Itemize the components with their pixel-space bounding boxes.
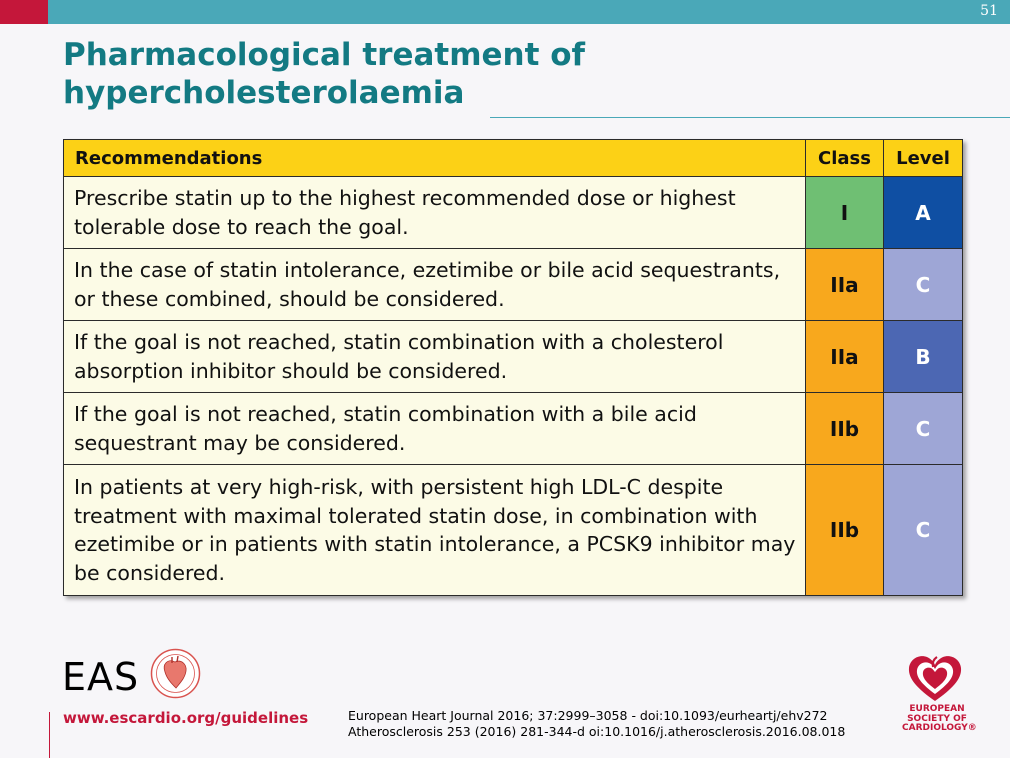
level-cell: C bbox=[884, 393, 963, 465]
class-cell: IIb bbox=[806, 393, 884, 465]
eas-heart-seal-icon bbox=[150, 648, 201, 699]
level-cell: B bbox=[884, 321, 963, 393]
eas-logo: EAS bbox=[62, 655, 140, 699]
level-cell: A bbox=[884, 177, 963, 249]
references bbox=[348, 708, 845, 740]
slide-title-line2: hypercholesterolaemia bbox=[63, 75, 465, 111]
table-row bbox=[64, 249, 963, 321]
slide-title bbox=[63, 36, 963, 112]
top-bar bbox=[0, 0, 1010, 24]
class-cell: IIb bbox=[806, 465, 884, 596]
recommendation-text: If the goal is not reached, statin combination with a bile acid sequestrant may be considered. bbox=[64, 393, 806, 465]
class-cell: IIa bbox=[806, 249, 884, 321]
reference-line: European Heart Journal 2016; 37:2999–3058 - doi:10.1093/eurheartj/ehv272 bbox=[348, 708, 828, 723]
slide-number: 51 bbox=[980, 3, 998, 19]
level-cell: C bbox=[884, 249, 963, 321]
class-cell: IIa bbox=[806, 321, 884, 393]
table-header-row bbox=[64, 140, 963, 177]
table-row bbox=[64, 321, 963, 393]
esc-logo-text bbox=[902, 704, 977, 734]
esc-logo-line: EUROPEAN bbox=[909, 704, 965, 714]
table-row bbox=[64, 465, 963, 596]
header-level: Level bbox=[884, 140, 963, 177]
recommendation-text: Prescribe statin up to the highest recommended dose or highest tolerable dose to reach the goal. bbox=[64, 177, 806, 249]
reference-line: Atherosclerosis 253 (2016) 281-344-d oi:10.1016/j.atherosclerosis.2016.08.018 bbox=[348, 724, 846, 739]
title-underline bbox=[490, 117, 1010, 118]
esc-heart-logo-icon bbox=[906, 653, 964, 703]
footer-left-rule bbox=[49, 712, 50, 758]
table-row bbox=[64, 177, 963, 249]
recommendations-table bbox=[63, 139, 963, 596]
guidelines-link[interactable]: www.escardio.org/guidelines bbox=[63, 709, 309, 727]
esc-logo-line: SOCIETY OF bbox=[907, 713, 967, 724]
level-cell: C bbox=[884, 465, 963, 596]
header-class: Class bbox=[806, 140, 884, 177]
recommendation-text: In the case of statin intolerance, ezetimibe or bile acid sequestrants, or these combined, should be considered. bbox=[64, 249, 806, 321]
slide-title-line1: Pharmacological treatment of bbox=[63, 37, 586, 73]
recommendation-text: If the goal is not reached, statin combination with a cholesterol absorption inhibitor should be considered. bbox=[64, 321, 806, 393]
table-row bbox=[64, 393, 963, 465]
top-bar-red-block bbox=[0, 0, 48, 24]
header-recommendations: Recommendations bbox=[64, 140, 806, 177]
esc-logo-line: CARDIOLOGY® bbox=[902, 723, 977, 733]
class-cell: I bbox=[806, 177, 884, 249]
recommendation-text: In patients at very high-risk, with persistent high LDL-C despite treatment with maximal tolerated statin dose, in combination with ezetimibe or in patients with statin intolerance, a PCSK9 inhibitor may be considered. bbox=[64, 465, 806, 596]
